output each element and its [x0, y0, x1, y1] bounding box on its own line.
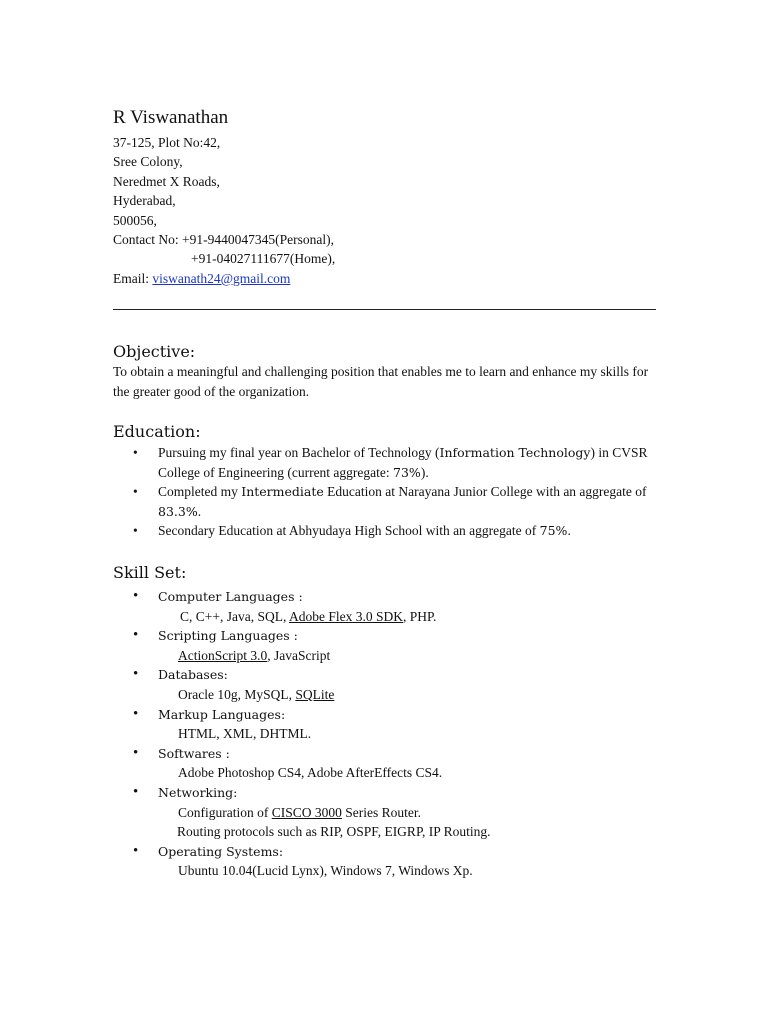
skill-label: Databases: — [158, 667, 228, 683]
bullet-icon: • — [133, 484, 138, 499]
objective-heading: Objective: — [113, 342, 196, 361]
phone-personal: +91-9440047345(Personal), — [182, 232, 334, 248]
list-item — [113, 744, 653, 783]
bullet-icon: • — [133, 523, 138, 538]
bullet-icon: • — [133, 627, 139, 644]
skill-link[interactable]: CISCO 3000 — [271, 804, 342, 820]
skill-link[interactable]: SQLite — [295, 686, 335, 702]
list-item: • Secondary Education at Abhyudaya High School with an aggregate of 75%. — [113, 521, 653, 541]
skill-label: Scripting Languages : — [158, 628, 298, 644]
email-line — [113, 269, 335, 288]
list-item: • Completed my Intermediate Education at Narayana Junior College with an aggregate of 83.3%. — [133, 484, 647, 519]
education-heading: Education: — [113, 422, 201, 441]
list-item — [113, 842, 653, 881]
list-item: • Pursuing my final year on Bachelor of Technology (Information Technology) in CVSR College of Engineering (current aggregate: 73%). — [133, 445, 648, 480]
skill-label: Networking: — [158, 784, 238, 800]
address-line: Sree Colony, — [113, 154, 183, 170]
bullet-icon: • — [133, 842, 139, 859]
bullet-icon: • — [133, 445, 138, 460]
address-line: 500056, — [113, 212, 157, 228]
list-item — [113, 705, 653, 744]
objective-text: To obtain a meaningful and challenging position that enables me to learn and enhance my skills for the greater good of the organization. — [113, 364, 649, 399]
list-item — [113, 783, 653, 842]
aggregate-value: 83.3% — [158, 503, 198, 519]
contact-number-personal — [113, 230, 335, 249]
skill-detail: Routing protocols such as RIP, OSPF, EIGRP, IP Routing. — [177, 824, 491, 840]
bullet-icon: • — [133, 744, 139, 761]
skill-detail: Configuration of CISCO 3000 Series Router. — [178, 804, 422, 820]
skill-list — [113, 587, 653, 881]
bullet-icon: • — [133, 783, 139, 800]
contact-label: Contact No: — [113, 232, 182, 248]
bullet-icon: • — [133, 588, 139, 604]
skill-detail: Ubuntu 10.04(Lucid Lynx), Windows 7, Windows Xp. — [178, 863, 473, 879]
skill-set-heading: Skill Set: — [113, 563, 187, 582]
email-link[interactable]: viswanath24@gmail.com — [152, 270, 291, 286]
skill-label: Computer Languages : — [158, 589, 303, 604]
skill-label: Markup Languages: — [158, 706, 286, 722]
aggregate-value: 75% — [539, 523, 568, 538]
list-item — [113, 587, 653, 626]
skill-detail: Adobe Photoshop CS4, Adobe AfterEffects CS4. — [178, 765, 443, 781]
aggregate-value: 73% — [393, 464, 421, 480]
horizontal-divider — [113, 309, 656, 310]
skill-link[interactable]: ActionScript 3.0 — [178, 647, 268, 663]
skill-detail: ActionScript 3.0, JavaScript — [178, 647, 331, 663]
bullet-icon: • — [133, 666, 139, 683]
skill-detail: HTML, XML, DHTML. — [178, 726, 312, 742]
education-list — [113, 443, 653, 541]
candidate-name: R Viswanathan — [113, 107, 229, 128]
contact-number-home: +91-04027111677(Home), — [191, 251, 336, 267]
bullet-icon: • — [133, 705, 139, 722]
skill-label: Operating Systems: — [158, 843, 284, 859]
degree-field: Information Technology — [439, 445, 591, 460]
address-line: 37-125, Plot No:42, — [113, 135, 221, 150]
skill-detail: Oracle 10g, MySQL, SQLite — [178, 686, 335, 702]
list-item — [113, 665, 653, 704]
address-line: Neredmet X Roads, — [113, 173, 220, 189]
email-label: Email: — [113, 270, 153, 286]
address-line: Hyderabad, — [113, 193, 176, 209]
skill-label: Softwares : — [158, 745, 230, 761]
list-item — [113, 626, 653, 665]
skill-detail: C, C++, Java, SQL, Adobe Flex 3.0 SDK, PHP. — [180, 608, 437, 624]
education-level: Intermediate — [241, 484, 324, 499]
skill-link[interactable]: Adobe Flex 3.0 SDK — [288, 608, 403, 624]
contact-block — [113, 133, 335, 288]
